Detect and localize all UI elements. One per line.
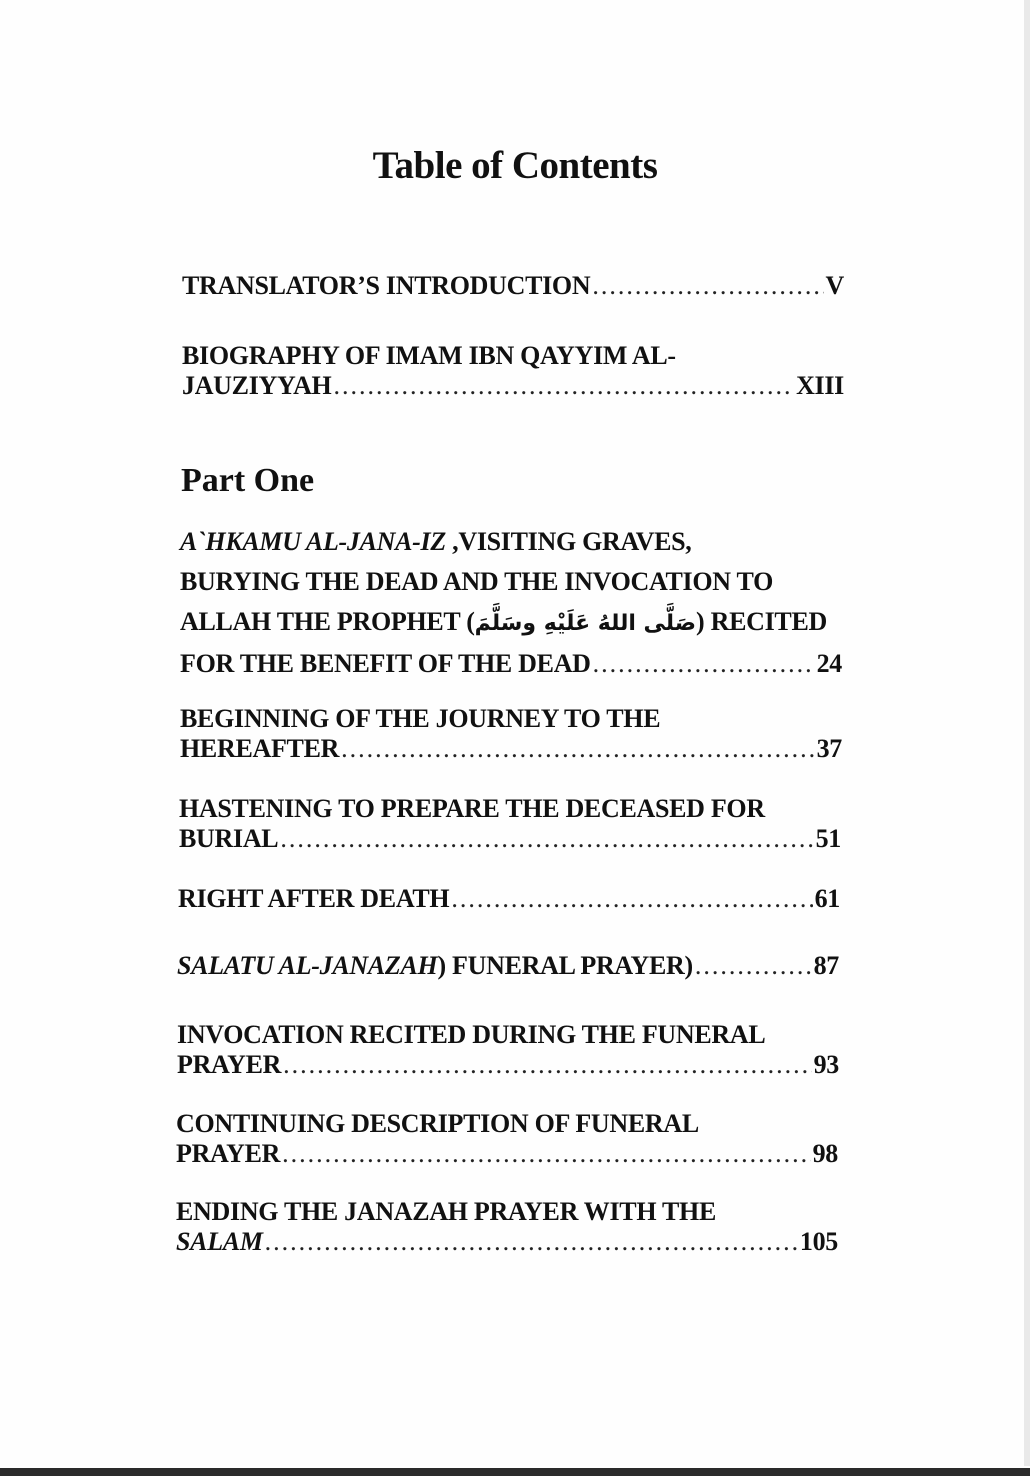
toc-entry-ahkamu-al-janaiz[interactable] (180, 522, 842, 684)
dot-leader (592, 271, 823, 301)
part-heading: Part One (181, 462, 315, 499)
toc-entry-label: HASTENING TO PREPARE THE DECEASED FOR (179, 794, 765, 823)
toc-entry-beginning-of-journey[interactable] (180, 704, 842, 764)
toc-page-number: 105 (799, 1227, 838, 1256)
toc-page-number: 87 (813, 951, 839, 980)
toc-entry-label-continued: ALLAH THE PROPHET ( (180, 607, 475, 636)
toc-entry-translators-introduction[interactable] (182, 271, 844, 301)
dot-leader (265, 1227, 798, 1257)
toc-page-number: 61 (814, 884, 840, 913)
toc-entry-biography[interactable] (182, 341, 844, 401)
bottom-edge-bar (0, 1468, 1030, 1476)
toc-entry-label: TRANSLATOR’S INTRODUCTION (182, 271, 591, 300)
toc-entry-italic-title: A`HKAMU AL-JANA-IZ (180, 527, 446, 556)
toc-entry-label: ,VISITING GRAVES, (445, 527, 692, 556)
toc-entry-label: ) FUNERAL PRAYER) (437, 951, 693, 980)
dot-leader (341, 734, 814, 764)
dot-leader (451, 884, 812, 914)
toc-entry-label: RIGHT AFTER DEATH (178, 884, 450, 913)
toc-entry-right-after-death[interactable] (178, 884, 840, 914)
toc-entry-label: BIOGRAPHY OF IMAM IBN QAYYIM AL- (182, 341, 676, 370)
toc-entry-label-continued: ) RECITED (696, 607, 827, 636)
toc-page-number: 98 (812, 1139, 838, 1168)
toc-page-number: 51 (815, 824, 841, 853)
toc-entry-salatu-al-janazah[interactable] (177, 951, 839, 981)
toc-entry-label-continued: BURYING THE DEAD AND THE INVOCATION TO (180, 567, 773, 596)
dot-leader (593, 644, 815, 684)
toc-entry-label: ENDING THE JANAZAH PRAYER WITH THE (176, 1197, 717, 1226)
toc-entry-invocation-recited[interactable] (177, 1020, 839, 1080)
toc-page-number: 93 (813, 1050, 839, 1079)
toc-entry-label-continued: HEREAFTER (180, 734, 340, 763)
dot-leader (283, 1050, 811, 1080)
page-title: Table of Contents (372, 144, 658, 187)
toc-page-number: XIII (796, 371, 844, 400)
arabic-salutation: صَلَّى اللهُ عَلَيْهِ وسَلَّمَ (474, 611, 697, 636)
toc-entry-hastening[interactable] (179, 794, 841, 854)
toc-entry-label: INVOCATION RECITED DURING THE FUNERAL (177, 1020, 766, 1049)
toc-page-number: 24 (816, 649, 842, 678)
toc-entry-label-continued: BURIAL (179, 824, 279, 853)
toc-entry-label-continued: PRAYER (176, 1139, 281, 1168)
toc-entry-label-continued: PRAYER (177, 1050, 282, 1079)
toc-entry-label-continued: FOR THE BENEFIT OF THE DEAD (180, 649, 591, 678)
toc-entry-label-continued: JAUZIYYAH (182, 371, 332, 400)
toc-entry-italic-title: SALATU AL-JANAZAH (177, 951, 438, 980)
toc-entry-label: BEGINNING OF THE JOURNEY TO THE (180, 704, 661, 733)
toc-page-number: V (825, 271, 844, 300)
dot-leader (280, 824, 813, 854)
dot-leader (695, 951, 812, 981)
toc-entry-continuing-description[interactable] (176, 1109, 838, 1169)
toc-entry-ending-with-salam[interactable] (176, 1197, 838, 1257)
toc-page-number: 37 (816, 734, 842, 763)
dot-leader (333, 371, 794, 401)
toc-entry-italic-title: SALAM (176, 1227, 263, 1256)
dot-leader (282, 1139, 810, 1169)
toc-entry-label: CONTINUING DESCRIPTION OF FUNERAL (176, 1109, 699, 1138)
